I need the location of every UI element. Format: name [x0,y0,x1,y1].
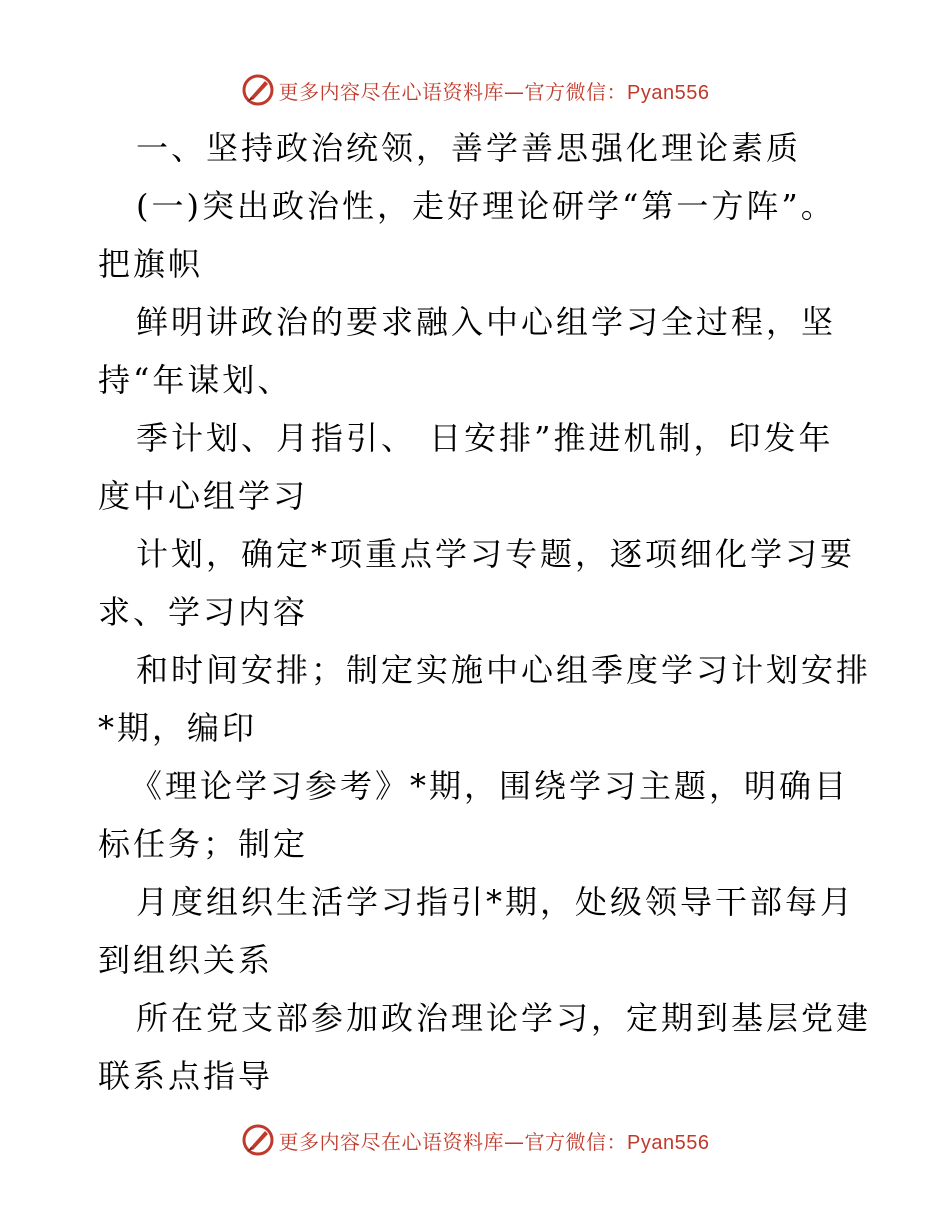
paragraph-line: 季计划、月指引、 日安排”推进机制，印发年 [136,419,834,457]
paragraph-line: 持“年谋划、 [98,361,293,399]
paragraph-line: 标任务；制定 [98,825,309,863]
footer-banner [0,1120,950,1160]
footer-wechat-id: Pyan556 [627,1131,710,1154]
paragraph-line: 和时间安排；制定实施中心组季度学习计划安排 [136,651,872,689]
paragraph-line: 《理论学习参考》*期，围绕学习主题，明确目 [130,767,850,805]
header-wechat-id: Pyan556 [627,81,710,104]
paragraph-line: 月度组织生活学习指引*期，处级领导干部每月 [136,883,856,921]
paragraph-line: 联系点指导 [98,1057,274,1095]
paragraph-line: 求、学习内容 [98,593,309,631]
footer-banner-text [279,1126,710,1155]
header-banner-label: 更多内容尽在心语资料库—官方微信： [278,79,628,104]
paragraph-line: 度中心组学习 [98,477,309,515]
section-heading: 一、坚持政治统领，善学善思强化理论素质 [136,129,802,167]
quill-pen-logo-icon [241,1123,275,1157]
paragraph-line: *期，编印 [98,709,258,747]
paragraph-line: 所在党支部参加政治理论学习，定期到基层党建 [136,999,872,1037]
footer-banner-label: 更多内容尽在心语资料库—官方微信： [278,1129,628,1154]
subsection-heading: (一)突出政治性，走好理论研学“第一方阵”。 [136,187,836,225]
paragraph-line: 计划，确定*项重点学习专题，逐项细化学习要 [136,535,856,573]
paragraph-line: 鲜明讲政治的要求融入中心组学习全过程，坚 [136,303,837,341]
paragraph-line: 到组织关系 [98,941,274,979]
paragraph-line: 把旗帜 [98,245,204,283]
